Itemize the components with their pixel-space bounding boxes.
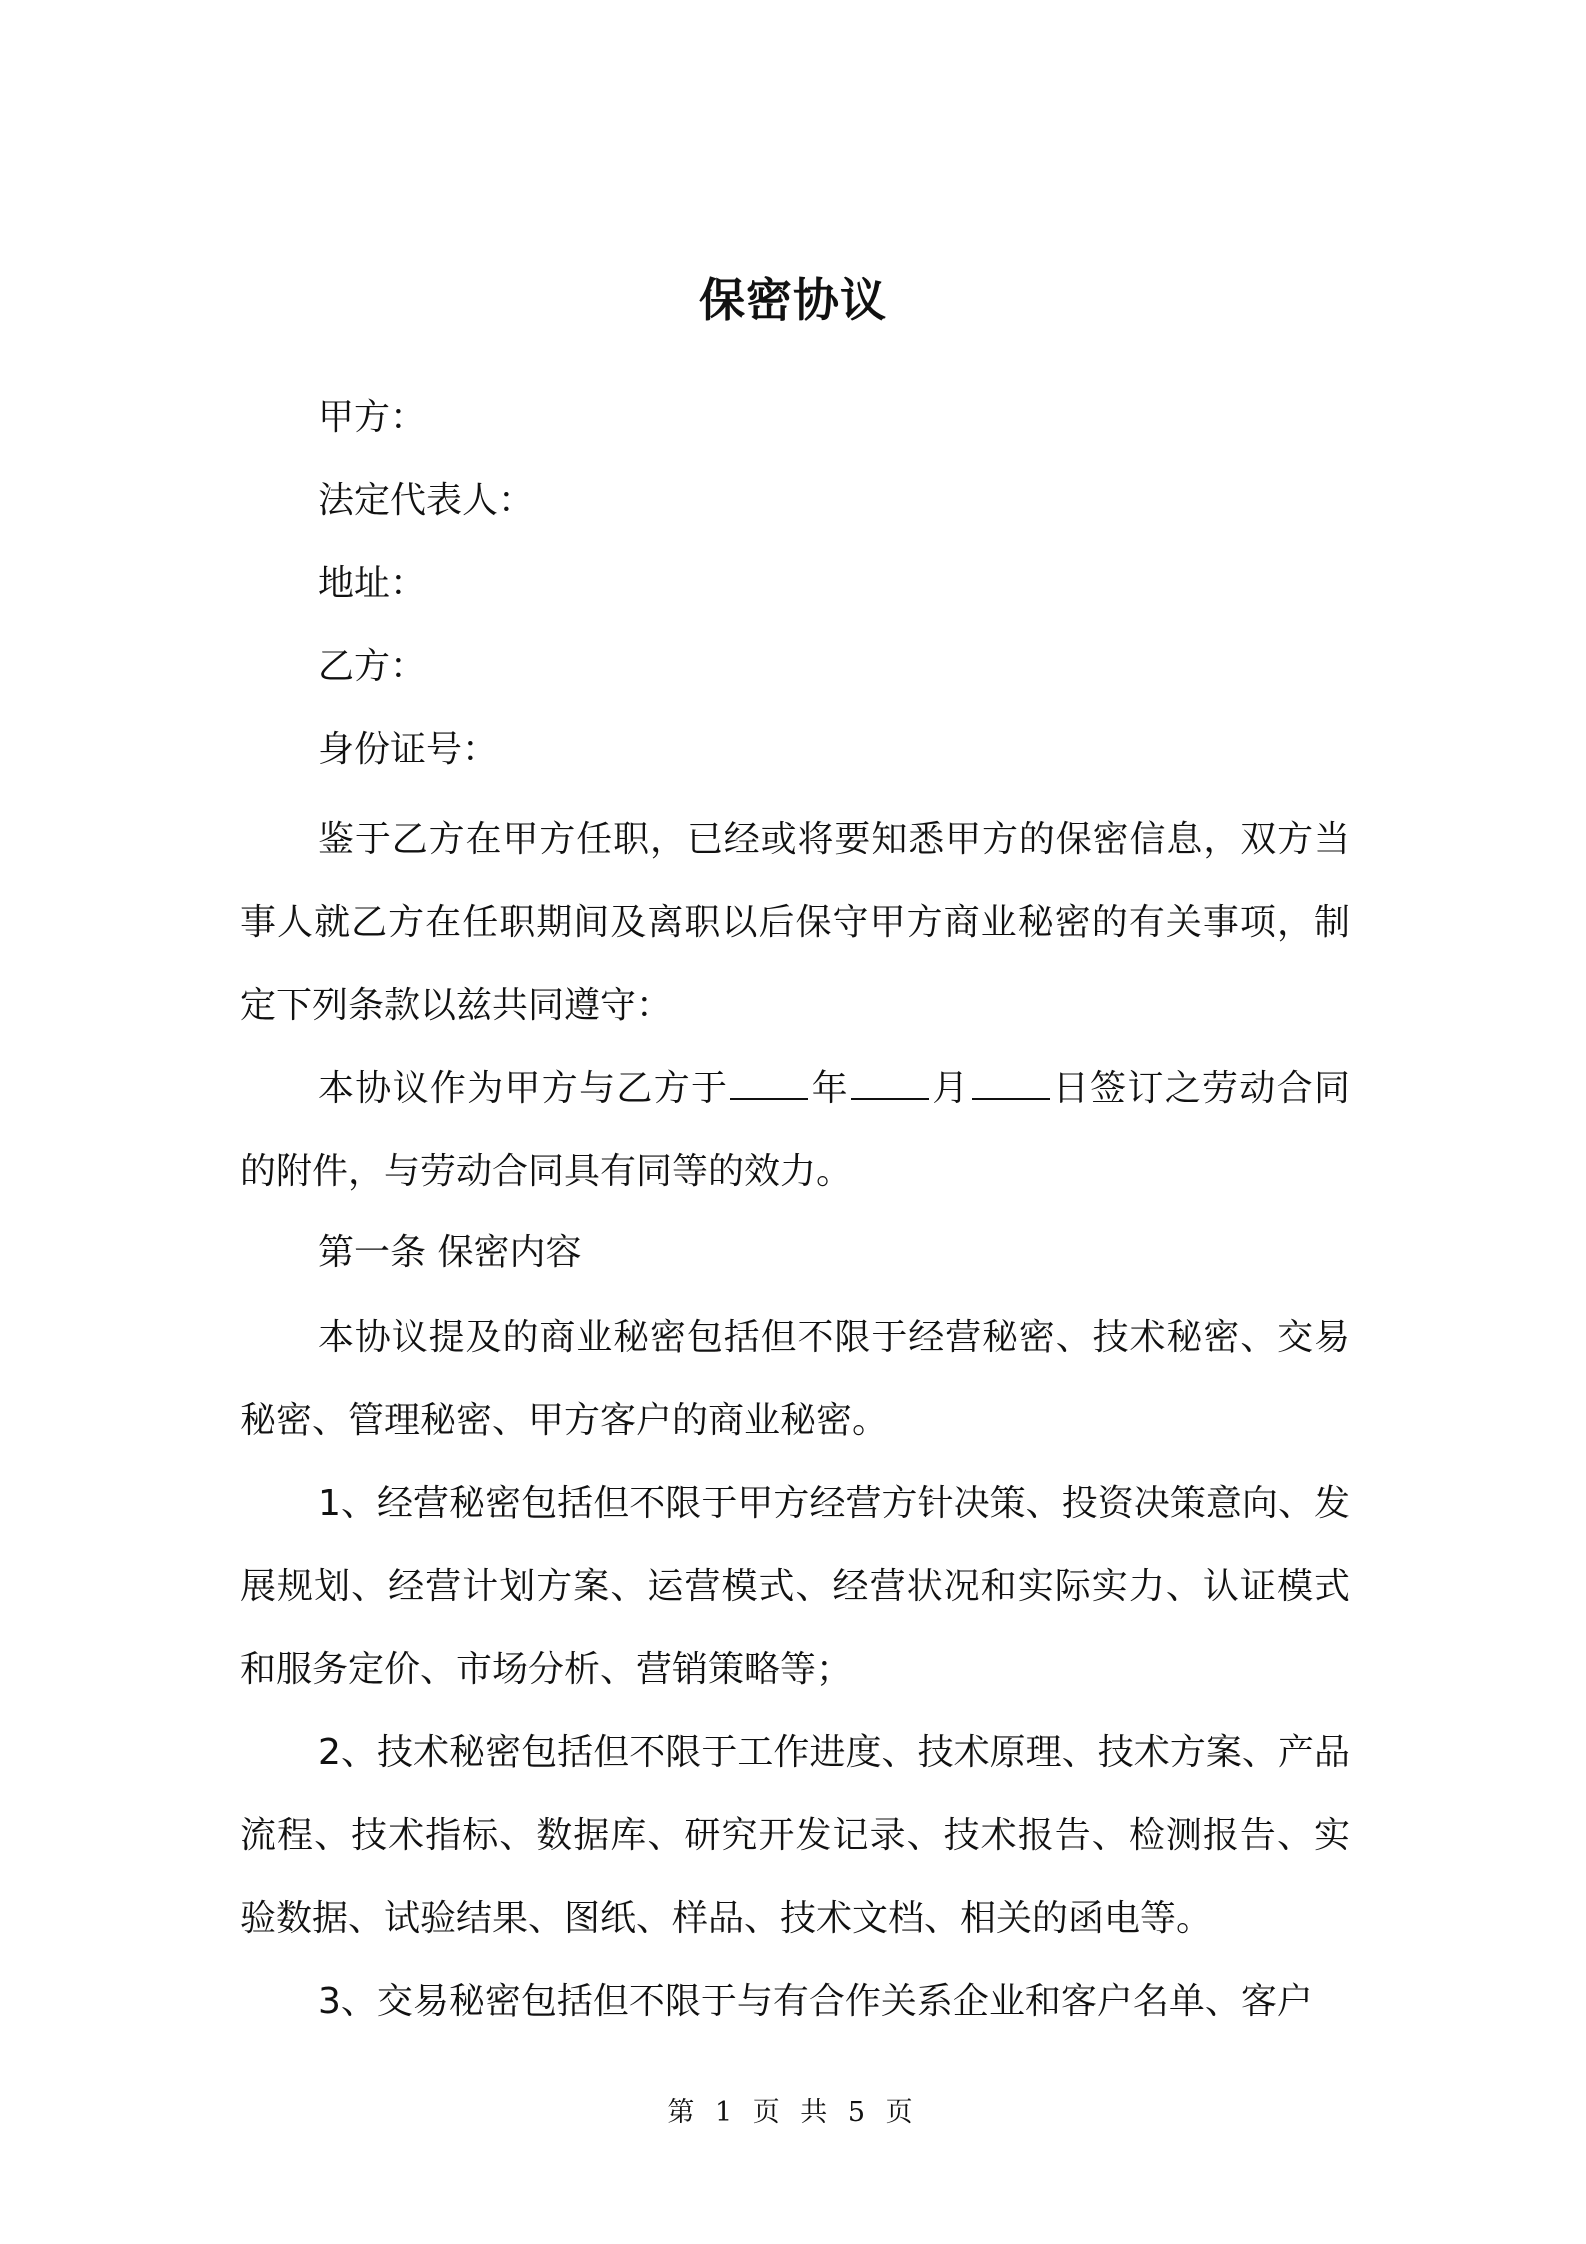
year-blank [730, 1068, 808, 1100]
contract-text-2: 日签订之劳动合同的附件，与劳动合同具有同等的效力。 [240, 1068, 1350, 1192]
legal-rep-field: 法定代表人： [318, 480, 535, 521]
document-title: 保密协议 [699, 273, 887, 327]
party-b-field: 乙方： [318, 646, 427, 687]
month-label: 月 [930, 1068, 970, 1109]
item-3: 3、交易秘密包括但不限于与有合作关系企业和客户名单、客户 [318, 1981, 1313, 2022]
contract-text-1: 本协议作为甲方与乙方于 [318, 1068, 729, 1109]
year-label: 年 [810, 1068, 849, 1109]
month-blank [851, 1068, 929, 1100]
page-number-footer: 第 1 页 共 5 页 [667, 2097, 919, 2128]
article-1-intro: 本协议提及的商业秘密包括但不限于经营秘密、技术秘密、交易秘密、管理秘密、甲方客户的商业秘密。 [240, 1317, 1350, 1441]
contract-paragraph [240, 1047, 1350, 1213]
intro-paragraph: 鉴于乙方在甲方任职，已经或将要知悉甲方的保密信息，双方当事人就乙方在任职期间及离职以后保守甲方商业秘密的有关事项，制定下列条款以兹共同遵守： [240, 819, 1350, 1026]
party-a-field: 甲方： [318, 397, 427, 438]
day-blank [972, 1068, 1050, 1100]
id-number-field: 身份证号： [318, 729, 499, 770]
item-1: 1、经营秘密包括但不限于甲方经营方针决策、投资决策意向、发展规划、经营计划方案、运营模式、经营状况和实际实力、认证模式和服务定价、市场分析、营销策略等； [240, 1483, 1350, 1690]
address-field: 地址： [318, 563, 427, 604]
article-1-heading: 第一条 保密内容 [318, 1232, 582, 1273]
item-2: 2、技术秘密包括但不限于工作进度、技术原理、技术方案、产品流程、技术指标、数据库、研究开发记录、技术报告、检测报告、实验数据、试验结果、图纸、样品、技术文档、相关的函电等。 [240, 1732, 1350, 1939]
